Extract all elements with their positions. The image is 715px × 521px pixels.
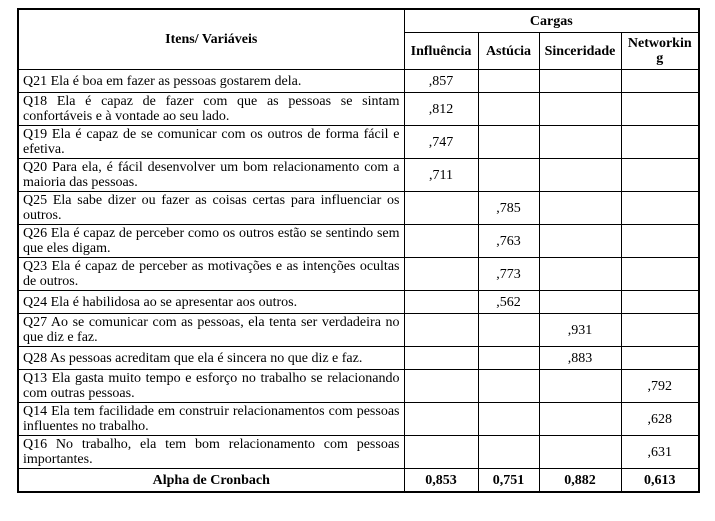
table-body (18, 70, 699, 469)
loading-value-networking: ,628 (621, 403, 699, 436)
alpha-value-sinceridade: 0,882 (539, 469, 621, 493)
loading-value-influencia: ,812 (404, 93, 478, 126)
loading-value-influencia: ,747 (404, 126, 478, 159)
item-cell: Q13 Ela gasta muito tempo e esforço no trabalho se relacionando com outras pessoas. (18, 370, 404, 403)
table-row (18, 126, 699, 159)
loading-value-influencia (404, 403, 478, 436)
table-row (18, 258, 699, 291)
alpha-value-influencia: 0,853 (404, 469, 478, 493)
alpha-value-astucia: 0,751 (478, 469, 539, 493)
loading-value-networking (621, 225, 699, 258)
loading-value-astucia (478, 370, 539, 403)
column-header-networking: Networking (621, 33, 699, 70)
table-footer (18, 469, 699, 493)
loading-value-networking (621, 159, 699, 192)
alpha-value-networking: 0,613 (621, 469, 699, 493)
item-cell: Q20 Para ela, é fácil desenvolver um bom relacionamento com a maioria das pessoas. (18, 159, 404, 192)
loading-value-sinceridade (539, 192, 621, 225)
loading-value-influencia (404, 291, 478, 314)
loading-value-astucia (478, 159, 539, 192)
loading-value-influencia (404, 370, 478, 403)
table-row (18, 159, 699, 192)
table-row (18, 225, 699, 258)
loading-value-influencia (404, 225, 478, 258)
loading-value-networking (621, 347, 699, 370)
table-row (18, 93, 699, 126)
loading-value-networking (621, 70, 699, 93)
loading-value-networking (621, 291, 699, 314)
item-cell: Q16 No trabalho, ela tem bom relacionamento com pessoas importantes. (18, 436, 404, 469)
loading-value-influencia (404, 192, 478, 225)
loading-value-networking: ,631 (621, 436, 699, 469)
alpha-cronbach-label: Alpha de Cronbach (18, 469, 404, 493)
loading-value-astucia (478, 347, 539, 370)
loading-value-sinceridade (539, 370, 621, 403)
loading-value-networking (621, 126, 699, 159)
item-cell: Q19 Ela é capaz de se comunicar com os outros de forma fácil e efetiva. (18, 126, 404, 159)
loading-value-influencia: ,857 (404, 70, 478, 93)
items-variaveis-header: Itens/ Variáveis (18, 9, 404, 70)
item-cell: Q14 Ela tem facilidade em construir relacionamentos com pessoas influentes no trabalho. (18, 403, 404, 436)
item-cell: Q26 Ela é capaz de perceber como os outros estão se sentindo sem que eles digam. (18, 225, 404, 258)
loading-value-astucia (478, 314, 539, 347)
table-row (18, 314, 699, 347)
table-row (18, 436, 699, 469)
loading-value-sinceridade (539, 436, 621, 469)
loading-value-astucia: ,562 (478, 291, 539, 314)
loading-value-networking: ,792 (621, 370, 699, 403)
column-header-sinceridade: Sinceridade (539, 33, 621, 70)
item-cell: Q21 Ela é boa em fazer as pessoas gostarem dela. (18, 70, 404, 93)
cargas-header: Cargas (404, 9, 699, 33)
item-cell: Q25 Ela sabe dizer ou fazer as coisas certas para influenciar os outros. (18, 192, 404, 225)
loading-value-networking (621, 314, 699, 347)
loading-value-sinceridade (539, 291, 621, 314)
loading-value-networking (621, 93, 699, 126)
loading-value-networking (621, 192, 699, 225)
loading-value-sinceridade: ,883 (539, 347, 621, 370)
loading-value-astucia (478, 70, 539, 93)
loading-value-astucia (478, 126, 539, 159)
alpha-cronbach-row (18, 469, 699, 493)
table-row (18, 347, 699, 370)
loading-value-influencia (404, 347, 478, 370)
loading-value-sinceridade (539, 225, 621, 258)
loading-value-influencia (404, 314, 478, 347)
loading-value-sinceridade (539, 403, 621, 436)
loading-value-sinceridade: ,931 (539, 314, 621, 347)
loading-value-astucia: ,773 (478, 258, 539, 291)
loading-value-influencia (404, 258, 478, 291)
factor-loadings-table (17, 8, 700, 493)
loading-value-networking (621, 258, 699, 291)
loading-value-sinceridade (539, 126, 621, 159)
header-row-cargas (18, 9, 699, 33)
loading-value-influencia: ,711 (404, 159, 478, 192)
item-cell: Q27 Ao se comunicar com as pessoas, ela tenta ser verdadeira no que diz e faz. (18, 314, 404, 347)
loading-value-sinceridade (539, 70, 621, 93)
column-header-astucia: Astúcia (478, 33, 539, 70)
loading-value-astucia (478, 436, 539, 469)
loading-value-sinceridade (539, 159, 621, 192)
table-header (18, 9, 699, 70)
item-cell: Q18 Ela é capaz de fazer com que as pessoas se sintam confortáveis e à vontade ao seu lado. (18, 93, 404, 126)
table-row (18, 403, 699, 436)
loading-value-influencia (404, 436, 478, 469)
item-cell: Q23 Ela é capaz de perceber as motivações e as intenções ocultas de outros. (18, 258, 404, 291)
loading-value-sinceridade (539, 93, 621, 126)
loading-value-astucia (478, 403, 539, 436)
table-row (18, 370, 699, 403)
table-row (18, 70, 699, 93)
loading-value-sinceridade (539, 258, 621, 291)
loading-value-astucia: ,785 (478, 192, 539, 225)
item-cell: Q28 As pessoas acreditam que ela é sincera no que diz e faz. (18, 347, 404, 370)
table-row (18, 192, 699, 225)
table-row (18, 291, 699, 314)
column-header-influencia: Influência (404, 33, 478, 70)
item-cell: Q24 Ela é habilidosa ao se apresentar aos outros. (18, 291, 404, 314)
loading-value-astucia: ,763 (478, 225, 539, 258)
loading-value-astucia (478, 93, 539, 126)
